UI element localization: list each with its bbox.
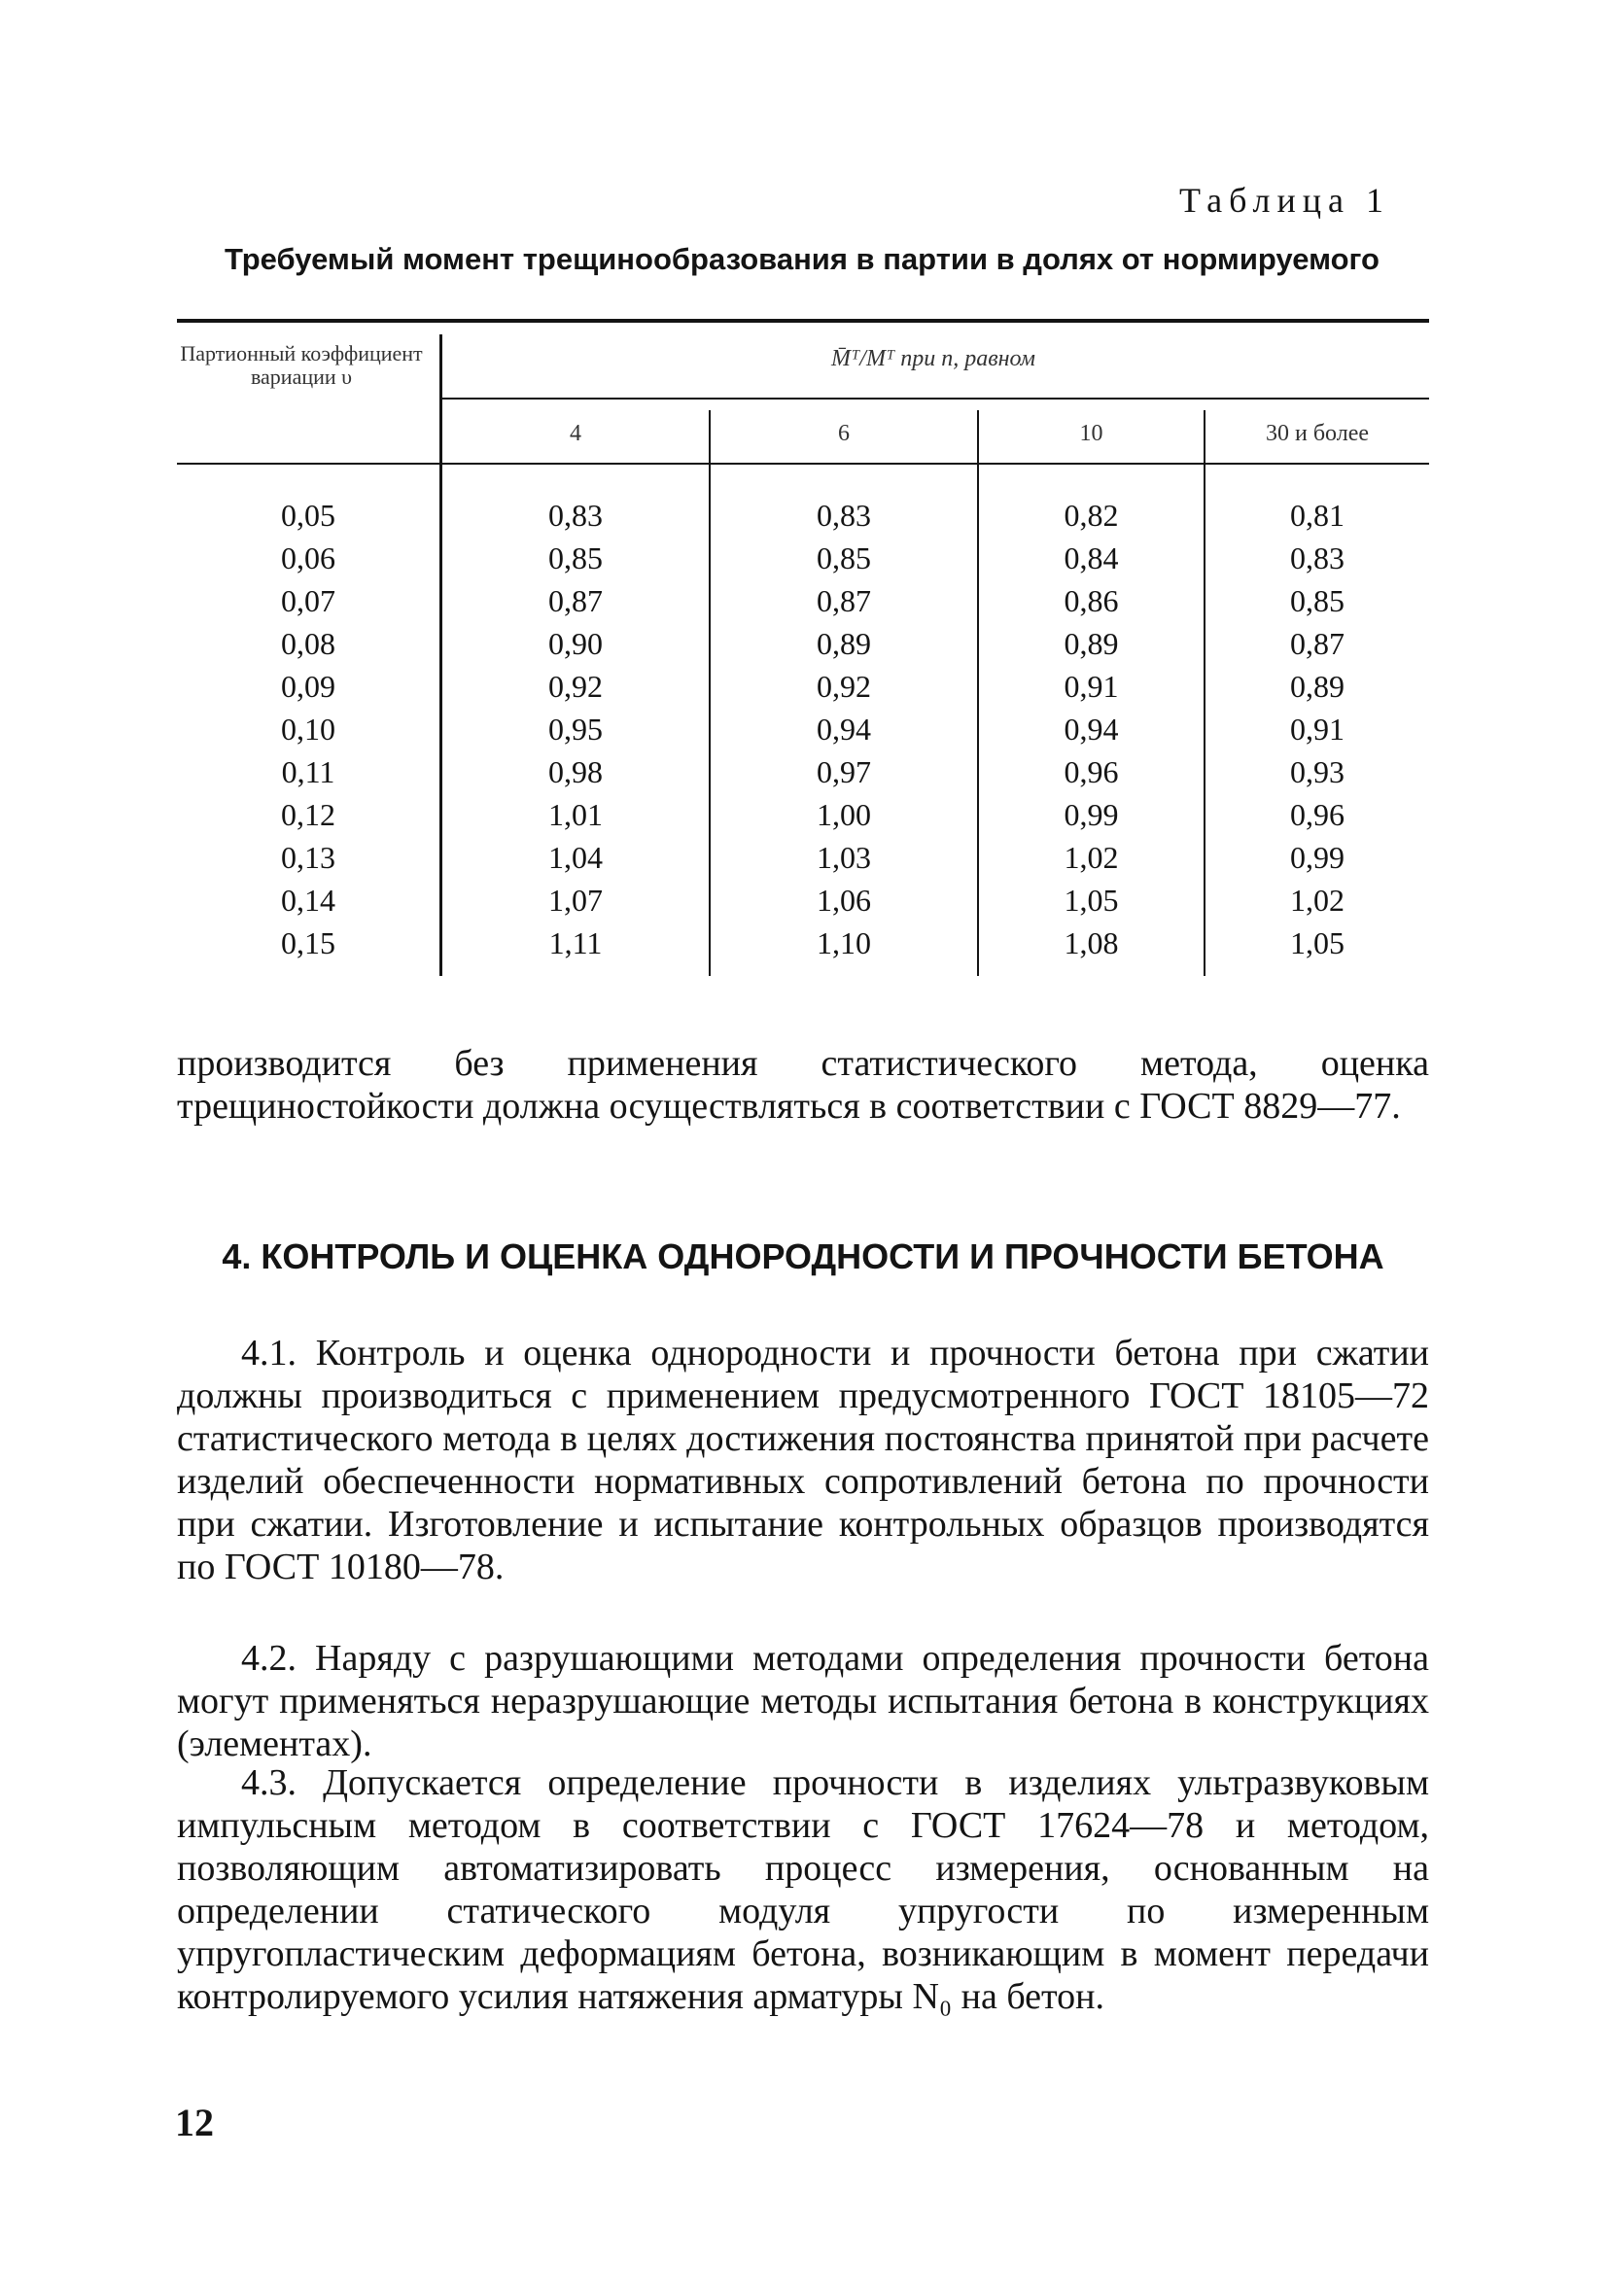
paragraph-4-2: 4.2. Наряду с разрушающими методами определения прочности бетона могут применяться неразрушающие методы испытания бетона в конструкциях (элементах). bbox=[177, 1638, 1429, 1764]
table-subheader-n10: 10 bbox=[1079, 421, 1103, 446]
table-header-bottom-rule bbox=[177, 463, 1429, 465]
table-cell: 0,86 bbox=[1064, 583, 1119, 618]
table-cell: 0,82 bbox=[1064, 498, 1119, 533]
table-cell: 1,10 bbox=[817, 925, 871, 960]
table-cell: 0,98 bbox=[548, 754, 603, 789]
table-title: Требуемый момент трещинообразования в партии в долях от нормируемого bbox=[224, 242, 1380, 276]
table-cell: 1,06 bbox=[817, 883, 871, 918]
table-cell: 0,13 bbox=[281, 840, 335, 875]
table-cell: 0,95 bbox=[548, 712, 603, 747]
table-subheader-rule bbox=[442, 398, 1429, 400]
table-cell: 0,83 bbox=[548, 498, 603, 533]
table-header-ratio-group: M̄ᵀ/Mᵀ при n, равном bbox=[831, 346, 1035, 371]
section-heading: 4. КОНТРОЛЬ И ОЦЕНКА ОДНОРОДНОСТИ И ПРОЧНОСТИ БЕТОНА bbox=[222, 1236, 1384, 1276]
table-cell: 0,94 bbox=[817, 712, 871, 747]
table-cell: 0,11 bbox=[281, 754, 335, 789]
table-cell: 1,01 bbox=[548, 797, 603, 832]
table-cell: 0,89 bbox=[817, 626, 871, 661]
page-number: 12 bbox=[175, 2101, 214, 2144]
table-cell: 1,02 bbox=[1064, 840, 1119, 875]
table-cell: 1,11 bbox=[548, 925, 603, 960]
table-cell: 0,87 bbox=[548, 583, 603, 618]
table-subheader-n4: 4 bbox=[570, 421, 581, 446]
table-subheader-n30: 30 и более bbox=[1265, 421, 1370, 446]
table-cell: 1,08 bbox=[1064, 925, 1119, 960]
table-cell: 1,05 bbox=[1064, 883, 1119, 918]
table-cell: 0,05 bbox=[281, 498, 335, 533]
table-cell: 1,03 bbox=[817, 840, 871, 875]
table-cell: 0,07 bbox=[281, 583, 335, 618]
table-cell: 0,92 bbox=[548, 669, 603, 704]
table-cell: 0,96 bbox=[1290, 797, 1345, 832]
table-cell: 0,90 bbox=[548, 626, 603, 661]
table-cell: 0,83 bbox=[1290, 540, 1345, 575]
table-cell: 1,04 bbox=[548, 840, 603, 875]
table-subheader-n6: 6 bbox=[838, 421, 850, 446]
table-cell: 0,99 bbox=[1290, 840, 1345, 875]
table-cell: 0,85 bbox=[1290, 583, 1345, 618]
table-cell: 0,87 bbox=[1290, 626, 1345, 661]
table-cell: 0,91 bbox=[1064, 669, 1119, 704]
table-cell: 0,14 bbox=[281, 883, 335, 918]
table-cell: 0,87 bbox=[817, 583, 871, 618]
table-cell: 0,15 bbox=[281, 925, 335, 960]
table-cell: 0,12 bbox=[281, 797, 335, 832]
table-cell: 0,91 bbox=[1290, 712, 1345, 747]
table-cell: 0,92 bbox=[817, 669, 871, 704]
table-cell: 0,84 bbox=[1064, 540, 1119, 575]
table-cell: 0,96 bbox=[1064, 754, 1119, 789]
table-cell: 1,02 bbox=[1290, 883, 1345, 918]
table-cell: 0,89 bbox=[1290, 669, 1345, 704]
table-cell: 0,89 bbox=[1064, 626, 1119, 661]
table-cell: 0,83 bbox=[817, 498, 871, 533]
table-top-rule bbox=[177, 319, 1429, 323]
table-cell: 0,06 bbox=[281, 540, 335, 575]
table-cell: 0,85 bbox=[548, 540, 603, 575]
table-cell: 1,07 bbox=[548, 883, 603, 918]
table-cell: 1,05 bbox=[1290, 925, 1345, 960]
table-cell: 0,99 bbox=[1064, 797, 1119, 832]
table-cell: 0,09 bbox=[281, 669, 335, 704]
table-cell: 1,00 bbox=[817, 797, 871, 832]
table-header-coefficient: Партионный коэффициент вариации υ bbox=[180, 341, 423, 389]
continuation-paragraph: производится без применения статистического метода, оценка трещиностойкости должна осуществляться в соответствии с ГОСТ 8829—77. bbox=[177, 1043, 1429, 1127]
table-cell: 0,10 bbox=[281, 712, 335, 747]
table-cell: 0,85 bbox=[817, 540, 871, 575]
table-cell: 0,93 bbox=[1290, 754, 1345, 789]
table-cell: 0,97 bbox=[817, 754, 871, 789]
table-cell: 0,08 bbox=[281, 626, 335, 661]
paragraph-4-1: 4.1. Контроль и оценка однородности и прочности бетона при сжатии должны производиться с применением предусмотренного ГОСТ 18105—72 статистического метода в целях достижения постоянства принятой при расчете изделий обеспеченности нормативных сопротивлений бетона по прочности при сжатии. Изготовление и испытание контрольных образцов производятся по ГОСТ 10180—78. bbox=[177, 1333, 1429, 1587]
paragraph-4-3: 4.3. Допускается определение прочности в изделиях ультразвуковым импульсным методом в соответствии с ГОСТ 17624—78 и методом, позволяющим автоматизировать процесс измерения, основанным на определении статического модуля упругости по измеренным упругопластическим деформациям бетона, возникающим в момент передачи контролируемого усилия натяжения арматуры N₀ на бетон. bbox=[177, 1762, 1429, 2017]
table-label: Таблица 1 bbox=[1179, 181, 1390, 220]
table-cell: 0,94 bbox=[1064, 712, 1119, 747]
table-cell: 0,81 bbox=[1290, 498, 1345, 533]
